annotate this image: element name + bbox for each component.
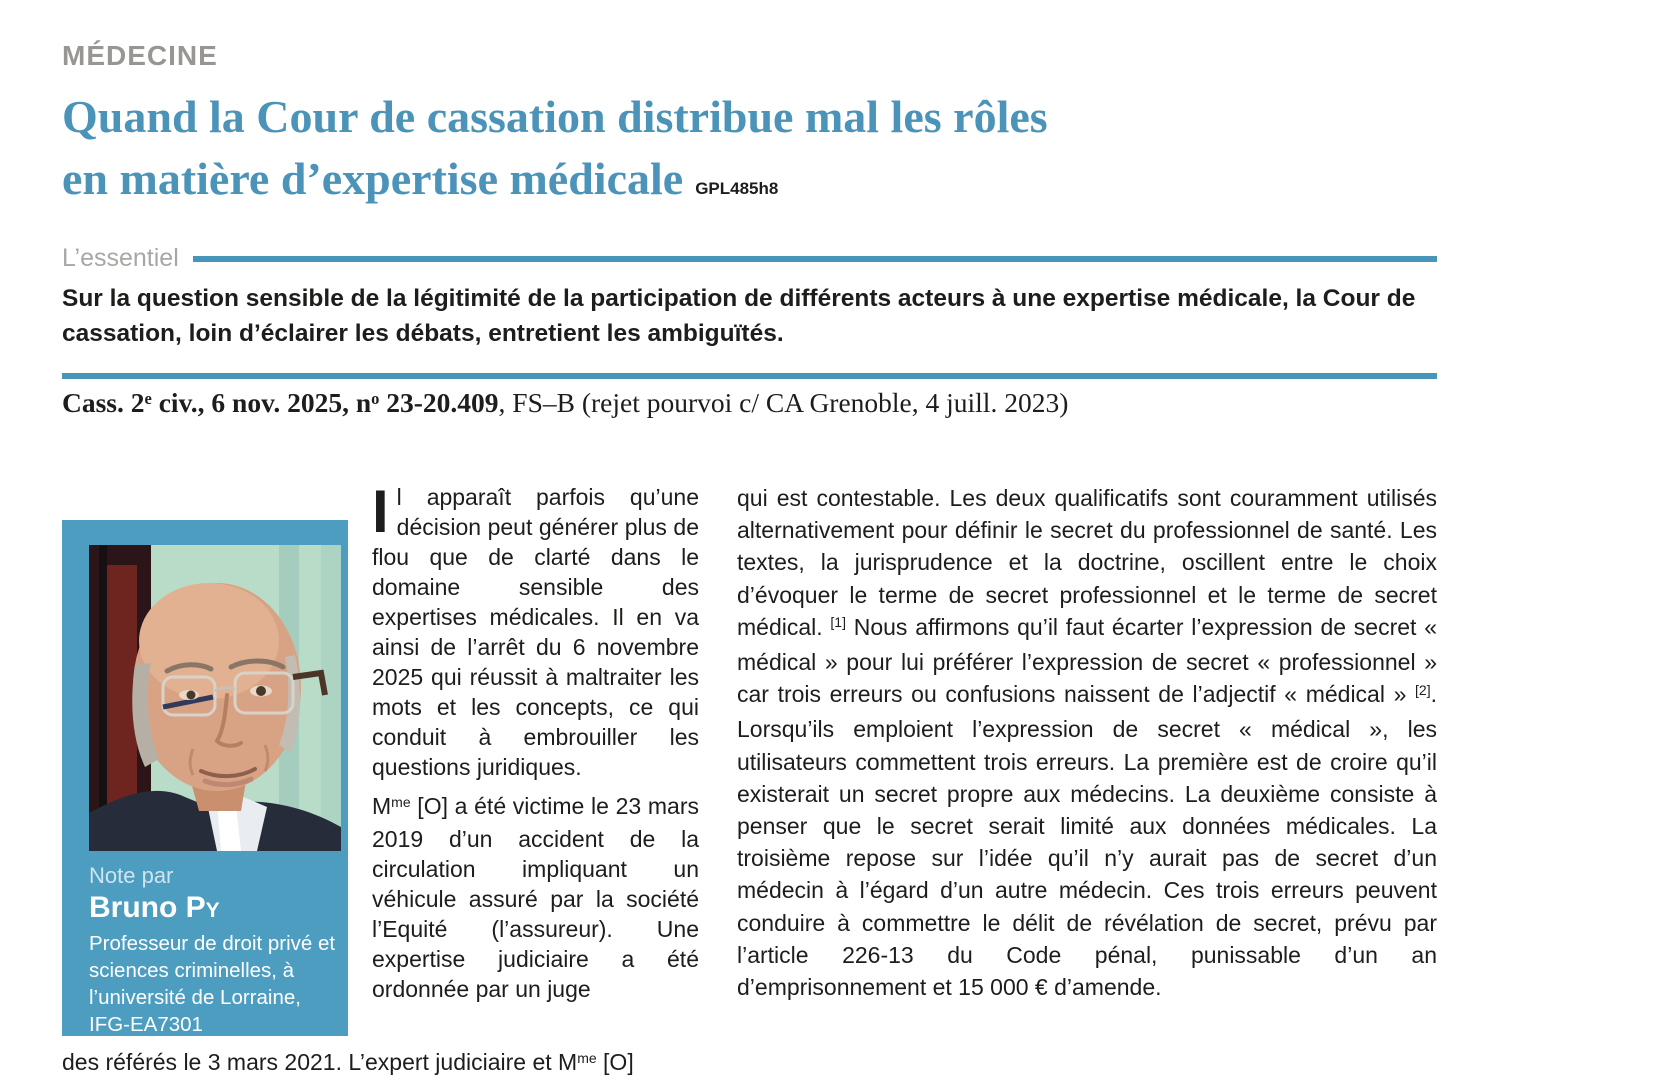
article-title-line2 — [62, 148, 1442, 220]
citation-court: Cass. 2 — [62, 387, 145, 418]
paragraph-facts — [372, 791, 699, 1004]
overflow-text-b: [O] — [596, 1049, 634, 1075]
essentiel-rule-line — [193, 256, 1437, 262]
author-affiliation: Professeur de droit privé et sciences criminelles, à l’université de Lorraine, IFG-EA7301 — [89, 932, 336, 1036]
body-column-left — [372, 478, 699, 1004]
body-overflow-line — [62, 1047, 634, 1080]
paragraph-intro — [372, 478, 699, 782]
paragraph-facts-text: [O] a été victime le 23 mars 2019 d’un accident de la circulation impliquant un véhicule assuré par la société l’Equité (l’assureur). Une expertise judiciaire a été ordonnée par un juge — [372, 793, 699, 1002]
paragraph-intro-text: l apparaît parfois qu’une décision peut générer plus de flou que de clarté dans le domaine sensible des expertises médicales. Il en va ainsi de l’arrêt du 6 novembre 2025 qui réussit à maltraiter les mots et les concepts, ce qui conduit à embrouiller les questions juridiques. — [372, 484, 699, 780]
analysis-text-b: Nous affirmons qu’il faut écarter l’expression de secret « médical » pour lui préférer l’expression de secret « professionnel » car trois erreurs ou confusions naissent de l’adjectif « médical » — [737, 613, 1437, 708]
madame-superscript: me — [391, 794, 411, 810]
madame-prefix: M — [372, 793, 392, 819]
case-citation — [62, 387, 1437, 419]
author-name-main: Bruno P — [89, 891, 206, 924]
article-reference-code: GPL485h8 — [695, 179, 779, 198]
citation-number: 23-20.409 — [379, 387, 499, 418]
article-title-line2-text: en matière d’expertise médicale — [62, 153, 684, 204]
paragraph-analysis — [737, 482, 1437, 1003]
note-par-label: Note par — [89, 863, 174, 888]
citation-rest: , FS–B (rejet pourvoi c/ CA Grenoble, 4 juill. 2023) — [498, 387, 1069, 418]
essentiel-header — [62, 244, 1437, 273]
article-title-line1: Quand la Cour de cassation distribue mal les rôles — [62, 91, 1048, 142]
essentiel-bottom-rule — [62, 373, 1437, 379]
dropcap-letter: I — [372, 478, 389, 545]
body-column-right — [737, 482, 1437, 1003]
analysis-text-a: qui est contestable. Les deux qualificatifs sont couramment utilisés alternativement pour définir le secret du professionnel de santé. Les textes, la jurisprudence et la doctrine, oscillent entre le choix d’évoquer le terme de secret professionnel et le terme de secret médical. — [737, 485, 1437, 640]
overflow-madame-superscript: me — [577, 1050, 597, 1066]
article-title — [62, 86, 1442, 220]
author-name-smallcap: y — [205, 891, 220, 924]
author-name — [89, 891, 342, 925]
analysis-text-c: . Lorsqu’ils emploient l’expression de secret « médical », les utilisateurs commettent trois erreurs. La première est de croire qu’il existerait un secret propre aux médecins. La deuxième consiste à penser que le secret serait limité aux données médicales. La troisième repose sur l’idée qu’il n’y aurait pas de secret d’un médecin à l’égard d’un autre médecin. Ces trois erreurs peuvent conduire à commettre le délit de révélation de secret, prévu par l’article 226-13 du Code pénal, punissable d’un an d’emprisonnement et 15 000 € d’amende. — [737, 681, 1437, 1001]
section-kicker: MÉDECINE — [62, 40, 218, 71]
essentiel-label: L’essentiel — [62, 244, 179, 272]
author-photo — [89, 545, 341, 851]
author-box — [62, 520, 348, 1036]
essentiel-abstract: Sur la question sensible de la légitimité de la participation de différents acteurs à une expertise médicale, la Cour de cassation, loin d’éclairer les débats, entretient les ambiguïtés. — [62, 285, 1416, 347]
footnote-ref-1: [1] — [830, 614, 846, 631]
overflow-text-a: des référés le 3 mars 2021. L’expert judiciaire et M — [62, 1049, 578, 1075]
footnote-ref-2: [2] — [1415, 681, 1431, 698]
citation-sup-o: o — [371, 388, 380, 408]
citation-date: civ., 6 nov. 2025, n — [151, 387, 372, 418]
citation-sup-e: e — [144, 388, 152, 408]
